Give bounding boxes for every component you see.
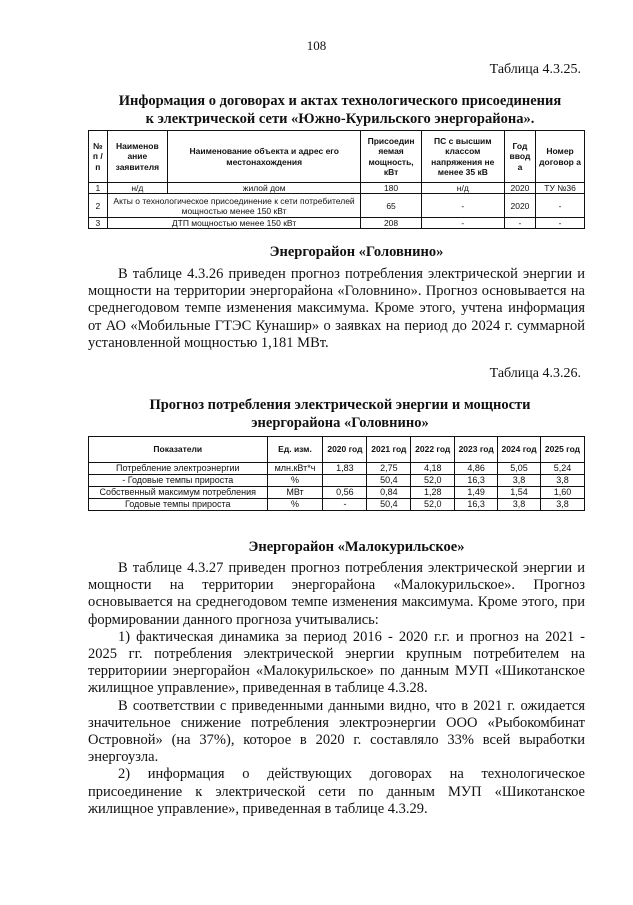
- header-contract: Номер договор а: [536, 131, 585, 183]
- table-row: [89, 218, 585, 229]
- cell-unit: %: [267, 475, 323, 487]
- cell-num: 1: [89, 183, 108, 194]
- paragraph: 1) фактическая динамика за период 2016 - 2020 г.г. и прогноз на 2021 - 2025 гг. потребления электрической энергии крупным потребителем на территориии энергорайон «Малокурильское» по данным МУП «Шикотанское жилищное управление», приведенная в таблице 4.3.28.: [88, 628, 585, 697]
- cell-value: 4,86: [455, 463, 498, 475]
- table-header-row: [89, 437, 585, 463]
- header-applicant: Наименов ание заявителя: [107, 131, 167, 183]
- section-heading-malokurilskoe: Энергорайон «Малокурильское»: [248, 539, 465, 555]
- header-year: Год ввод а: [504, 131, 535, 183]
- cell-value: 52,0: [411, 475, 455, 487]
- cell-voltage: -: [421, 218, 504, 229]
- cell-value: [323, 475, 367, 487]
- forecast-table: [88, 436, 585, 511]
- cell-value: 3,8: [498, 499, 541, 511]
- header-indicator: Показатели: [89, 437, 268, 463]
- table-row: [89, 194, 585, 218]
- header-num: № п / п: [89, 131, 108, 183]
- table1-title-line2: к электрической сети «Южно-Курильского энергорайона».: [145, 111, 535, 127]
- cell-object: ДТП мощностью менее 150 кВт: [107, 218, 361, 229]
- header-year: 2021 год: [367, 437, 411, 463]
- paragraph: 2) информация о действующих договорах на технологическое присоединение к электрической сети по данным МУП «Шикотанское жилищное управление», приведенная в таблице 4.3.29.: [88, 766, 585, 817]
- cell-num: 3: [89, 218, 108, 229]
- table-row: [89, 475, 585, 487]
- cell-value: -: [323, 499, 367, 511]
- header-year: 2023 год: [455, 437, 498, 463]
- cell-indicator: Собственный максимум потребления: [89, 487, 268, 499]
- cell-unit: %: [267, 499, 323, 511]
- table2-title-line1: Прогноз потребления электрической энергии и мощности: [149, 397, 531, 413]
- cell-value: 3,8: [541, 499, 585, 511]
- table2-caption: Таблица 4.3.26.: [489, 366, 581, 381]
- cell-value: 3,8: [541, 475, 585, 487]
- paragraph: В таблице 4.3.27 приведен прогноз потребления электрической энергии и мощности на территории энергорайона «Малокурильское». Прогноз основывается на среднегодовом темпе изменения максимума. Кроме этого, при формировании данного прогноза учитывались:: [88, 560, 585, 628]
- cell-unit: МВт: [267, 487, 323, 499]
- cell-value: 52,0: [411, 499, 455, 511]
- cell-voltage: н/д: [421, 183, 504, 194]
- cell-contract: ТУ №36: [536, 183, 585, 194]
- paragraph: В соответствии с приведенными данными видно, что в 2021 г. ожидается значительное снижение потребления электроэнергии ООО «Рыбокомбинат Островной» (на 37%), которое в 2020 г. составляло 33% всей выработки энергоузла.: [88, 697, 585, 766]
- table1-title: [90, 92, 590, 128]
- header-year: 2025 год: [541, 437, 585, 463]
- cell-value: 1,54: [498, 487, 541, 499]
- cell-value: 50,4: [367, 499, 411, 511]
- contracts-table: [88, 130, 585, 229]
- cell-value: 1,28: [411, 487, 455, 499]
- cell-object: Акты о технологическое присоединение к сети потребителей мощностью менее 150 кВт: [107, 194, 361, 218]
- table-header-row: [89, 131, 585, 183]
- cell-contract: -: [536, 194, 585, 218]
- cell-value: 2,75: [367, 463, 411, 475]
- section-heading-golovnino: Энергорайон «Головнино»: [269, 244, 444, 260]
- cell-year: -: [504, 218, 535, 229]
- cell-year: 2020: [504, 183, 535, 194]
- table-row: [89, 463, 585, 475]
- cell-voltage: -: [421, 194, 504, 218]
- cell-value: 1,49: [455, 487, 498, 499]
- section1-text: [88, 266, 585, 352]
- cell-value: 1,60: [541, 487, 585, 499]
- section2-text: [88, 560, 585, 818]
- cell-year: 2020: [504, 194, 535, 218]
- header-year: 2022 год: [411, 437, 455, 463]
- cell-value: 5,24: [541, 463, 585, 475]
- table-row: [89, 499, 585, 511]
- table-row: [89, 183, 585, 194]
- cell-value: 50,4: [367, 475, 411, 487]
- header-year: 2024 год: [498, 437, 541, 463]
- table1-caption: Таблица 4.3.25.: [489, 62, 581, 77]
- cell-indicator: - Годовые темпы прироста: [89, 475, 268, 487]
- cell-indicator: Годовые темпы прироста: [89, 499, 268, 511]
- cell-object: жилой дом: [168, 183, 361, 194]
- paragraph: В таблице 4.3.26 приведен прогноз потребления электрической энергии и мощности на территории энергорайона «Головнино». Прогноз основывается на среднегодовом темпе изменения максимума. Кроме этого, учтена информация от АО «Мобильные ГТЭС Кунашир» о заявках на период до 2024 г. суммарной установленной мощностью 1,181 МВт.: [88, 266, 585, 351]
- cell-power: 65: [361, 194, 421, 218]
- cell-applicant: н/д: [107, 183, 167, 194]
- cell-unit: млн.кВт*ч: [267, 463, 323, 475]
- table-row: [89, 487, 585, 499]
- cell-value: 0,84: [367, 487, 411, 499]
- header-voltage: ПС с высшим классом напряжения не менее 35 кВ: [421, 131, 504, 183]
- cell-indicator: Потребление электроэнергии: [89, 463, 268, 475]
- table1-title-line1: Информация о договорах и актах технологического присоединения: [118, 93, 562, 109]
- cell-power: 180: [361, 183, 421, 194]
- cell-num: 2: [89, 194, 108, 218]
- page-number: 108: [306, 38, 327, 53]
- cell-value: 5,05: [498, 463, 541, 475]
- table2-title-line2: энергорайона «Головнино»: [251, 415, 429, 431]
- header-unit: Ед. изм.: [267, 437, 323, 463]
- cell-value: 1,83: [323, 463, 367, 475]
- cell-value: 16,3: [455, 475, 498, 487]
- header-power: Присоедин яемая мощность, кВт: [361, 131, 421, 183]
- cell-value: 4,18: [411, 463, 455, 475]
- cell-power: 208: [361, 218, 421, 229]
- cell-value: 0,56: [323, 487, 367, 499]
- cell-value: 3,8: [498, 475, 541, 487]
- header-year: 2020 год: [323, 437, 367, 463]
- cell-value: 16,3: [455, 499, 498, 511]
- cell-contract: -: [536, 218, 585, 229]
- header-object: Наименование объекта и адрес его местонахождения: [168, 131, 361, 183]
- table2-title: [90, 396, 590, 432]
